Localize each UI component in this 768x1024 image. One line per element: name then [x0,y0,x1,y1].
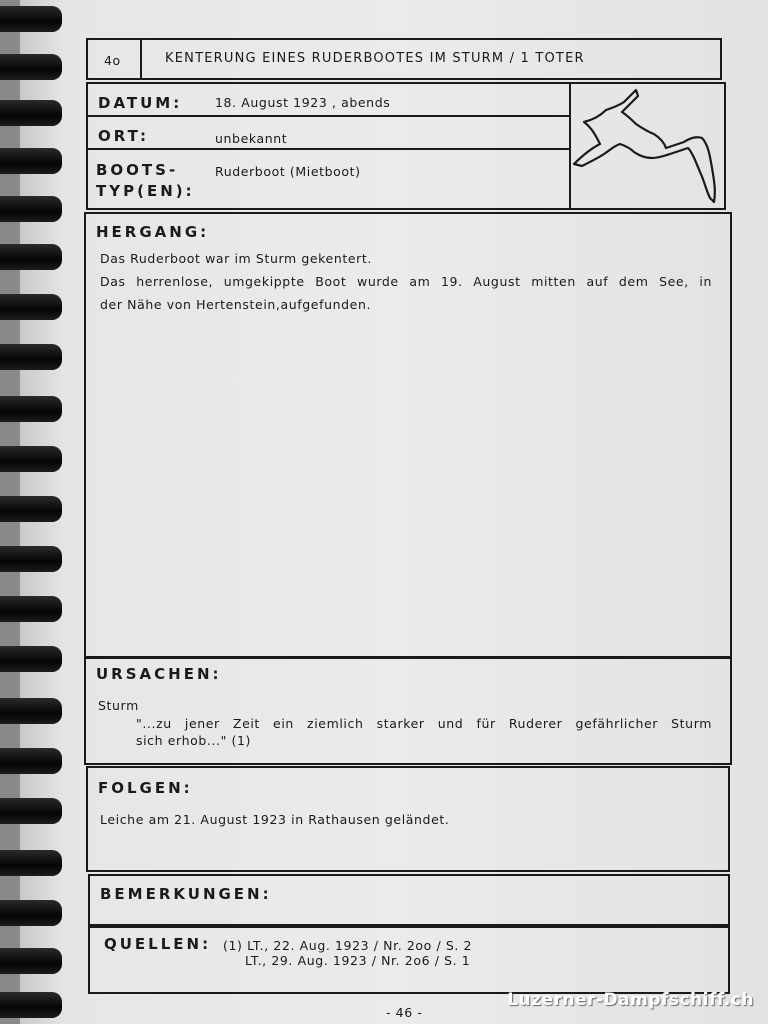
ort-label: ORT: [98,127,150,145]
folgen-label: FOLGEN: [98,779,193,797]
datum-value: 18. August 1923 , abends [215,95,391,110]
quellen-line-2: LT., 29. Aug. 1923 / Nr. 2o6 / S. 1 [245,953,471,968]
ursachen-quote-2: sich erhob..." (1) [136,733,252,748]
ort-value: unbekannt [215,131,288,146]
quellen-line-1: (1) LT., 22. Aug. 1923 / Nr. 2oo / S. 2 [223,938,473,953]
lake-outline-icon [570,86,722,206]
datum-label: DATUM: [98,94,183,112]
hergang-label: HERGANG: [96,223,210,241]
hergang-line-2: Das herrenlose, umgekippte Boot wurde am 19. August mitten auf dem See, in [100,274,712,289]
record-title: KENTERUNG EINES RUDERBOOTES IM STURM / 1 TOTER [165,51,585,66]
watermark: Luzerner-Dampfschiff.ch [507,990,754,1010]
quellen-label: QUELLEN: [104,935,212,953]
bootstyp-label-1: BOOTS- [96,161,179,179]
hergang-line-1: Das Ruderboot war im Sturm gekentert. [100,251,372,266]
page-number: - 46 - [386,1005,423,1020]
folgen-line-1: Leiche am 21. August 1923 in Rathausen geländet. [100,812,450,827]
ursachen-label: URSACHEN: [96,665,222,683]
record-number: 4o [104,53,121,68]
ursachen-line-1: Sturm [98,698,139,713]
bemerkungen-label: BEMERKUNGEN: [100,885,272,903]
bootstyp-value: Ruderboot (Mietboot) [215,164,361,179]
spiral-binding [0,0,70,1024]
bootstyp-label-2: TYP(EN): [96,182,195,200]
hergang-line-3: der Nähe von Hertenstein,aufgefunden. [100,297,372,312]
ursachen-quote-1: "...zu jener Zeit ein ziemlich starker und für Ruderer gefährlicher Sturm [136,716,712,731]
